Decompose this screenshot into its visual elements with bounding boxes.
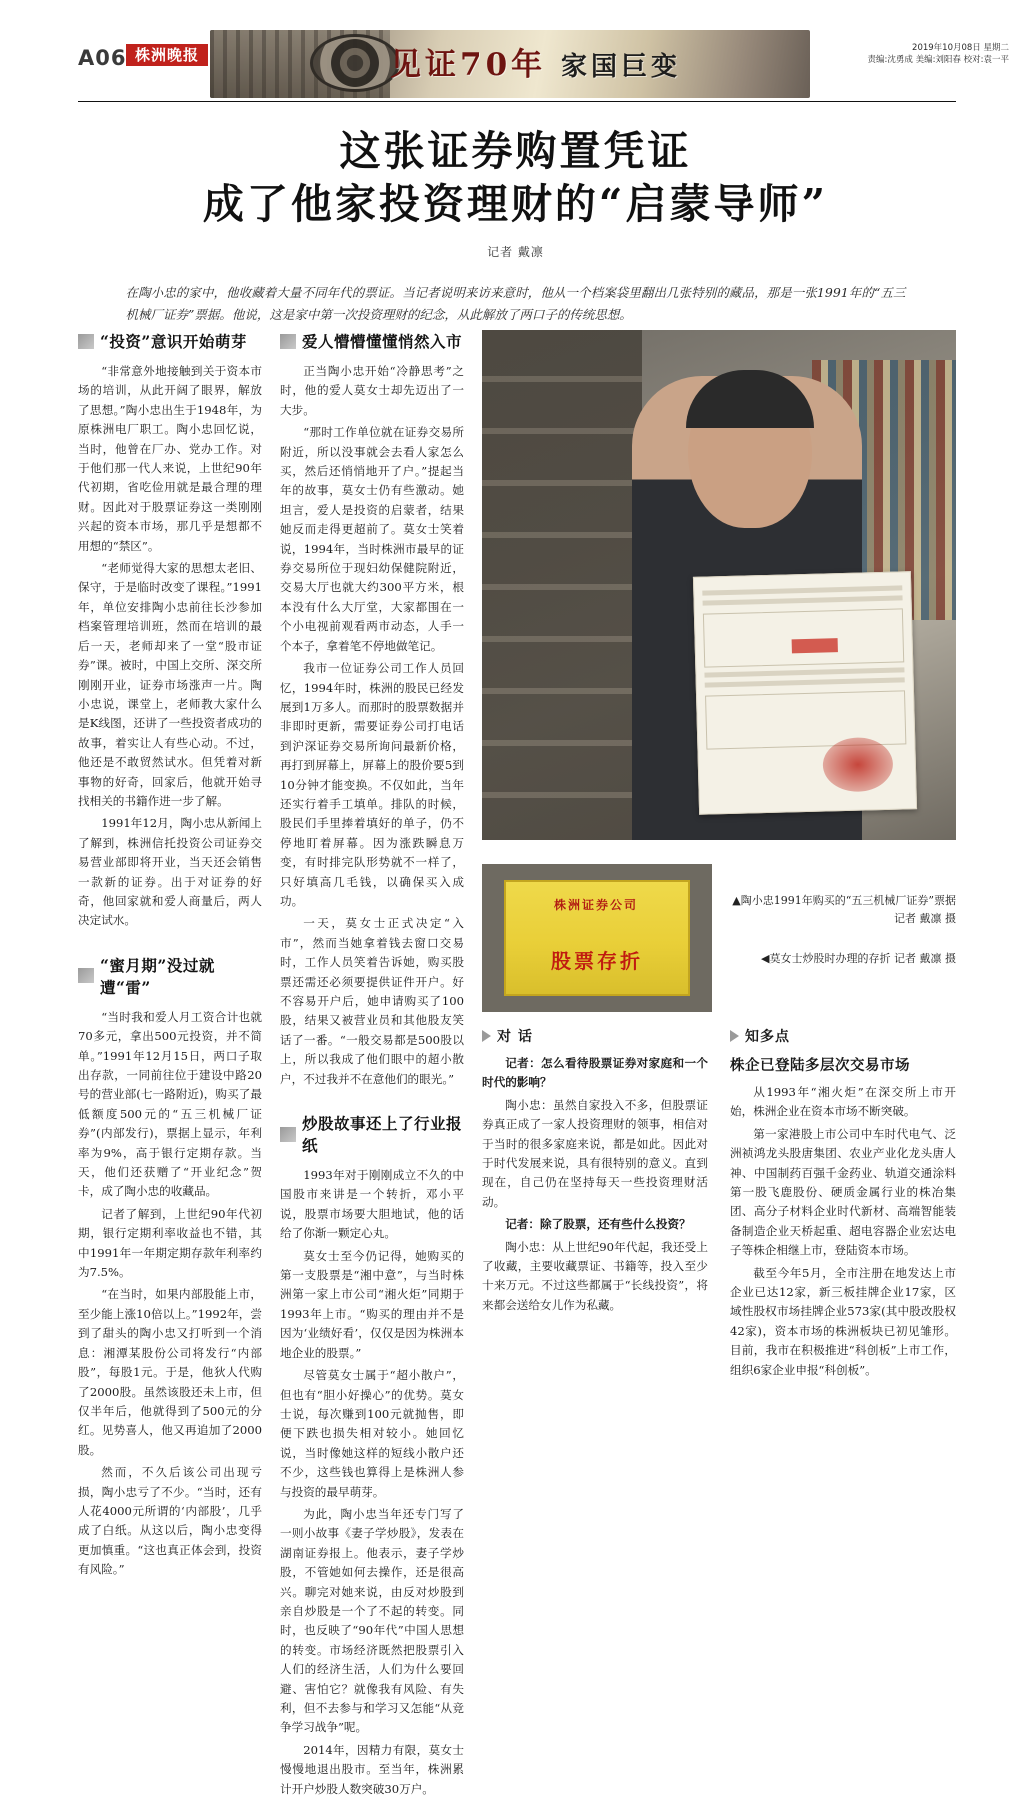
banner-title-sub: 家国巨变 xyxy=(560,52,681,82)
paragraph: “在当时，如果内部股能上市，至少能上涨10倍以上。”1992年，尝到了甜头的陶小忠又打听到一个消息：湘潭某股份公司将发行“内部股”，每股1元。于是，他狄人代购了2000股。虽然该股还未上市，但仅半年后，他就得到了500元的分红。见势喜人，他又再追加了2000股。 xyxy=(78,1287,262,1457)
paragraph: 从1993年“湘火炬”在深交所上市开始，株洲企业在资本市场不断突破。 xyxy=(730,1085,956,1119)
paragraph: 我市一位证券公司工作人员回忆，1994年时，株洲的股民已经发展到1万多人。而那时的股票数据并非即时更新，需要证券公司打电话到沪深证券交易所询问最新价格，再打到屏幕上，屏幕上的股价要5到10分钟才能变换。不仅如此，当年还实行着手工填单。排队的时候，股民们手里捧着填好的单子，仍不停地盯着屏幕。因为涨跌瞬息万变，有时排完队形势就不一样了，只好填高几毛钱，以确保买入成功。 xyxy=(280,661,464,908)
section-arrow-icon xyxy=(730,1030,739,1042)
byline: 记者 戴凛 xyxy=(487,245,544,259)
paragraph: “老师觉得大家的思想太老旧、保守，于是临时改变了课程。”1991年，单位安排陶小忠前往长沙参加档案管理培训班，然而在培训的最后一天，老师却来了一堂“股市证券”课。被时，中国上交所、深交所刚刚开业，证券市场涨声一片。陶小忠说，课堂上，老师教大家什么是K线图，还讲了一些投资者成功的故事，着实让人有些心动。不过，他还是不敢贸然试水。但凭着对新事物的好奇，回家后，他就开始寻找相关的书籍作进一步了解。 xyxy=(78,561,262,808)
paragraph: 第一家港股上市公司中车时代电气、泛洲祯鸿龙头股唐集团、农业产业化龙头唐人神、中国制药百强千金药业、轨道交通涂料第一股飞鹿股份、硬质金属行业的株冶集团、高分子材料企业时代新材、高端智能装备制造企业天桥起重、超电容器企业宏达电子等株企相继上市，登陆资本市场。 xyxy=(730,1126,956,1258)
section-marker-icon xyxy=(78,334,94,349)
dialogue-header xyxy=(482,1026,708,1046)
section-title-4: 炒股故事还上了行业报纸 xyxy=(302,1114,463,1156)
paragraph: 尽管莫女士属于“超小散户”，但也有“胆小好操心”的优势。莫女士说，每次赚到100元就抛售，即便下跌也损失相对较小。她回忆说，当时像她这样的短线小散户还不少，这些钱也算得上是株洲人参与投资的最早萌芽。 xyxy=(280,1368,464,1499)
dialogue-question: 记者：除了股票，还有些什么投资？ xyxy=(505,1217,691,1232)
passbook-company-name: 株洲证券公司 xyxy=(553,898,638,912)
dialogue-box xyxy=(482,1026,708,1383)
paragraph: “那时工作单位就在证券交易所附近，所以没事就会去看人家怎么买，然后还悄悄地开了户。”提起当年的故事，莫女士仍有些激动。她坦言，爱人是投资的启蒙者，结果她反而走得更超前了。莫女士笑着说，1994年，当时株洲市最早的证券交易所位于现妇幼保健院附近，交易大厅也就大约300平方米，根本没有什么大厅堂，大家都围在一个小电视前观看两市动态，人手一个本子，拿着笔不停地做笔记。 xyxy=(280,425,464,653)
section-header-2 xyxy=(78,954,262,998)
paragraph: 截至今年5月，全市注册在地发达上市企业已达12家，新三板挂牌企业17家，区域性股权市场挂牌企业573家(其中股改股权42家)，资本市场的株洲板块已初见雏形。目前，我市在积极推进“科创板”上市工作，组织6家企业申报“科创板”。 xyxy=(730,1265,956,1377)
section-marker-icon xyxy=(280,1127,296,1142)
section-arrow-icon xyxy=(482,1030,491,1042)
dialogue-question: 记者：怎么看待股票证券对家庭和一个时代的影响？ xyxy=(482,1056,708,1090)
photo-red-seal xyxy=(822,737,893,793)
masthead xyxy=(0,0,1031,105)
headline-line-1: 这张证券购置凭证 xyxy=(339,127,692,175)
paragraph: 莫女士至今仍记得，她购买的第一支股票是“湘中意”，与当时株洲第一家上市公司“湘火炬”同期于1993年上市。“购买的理由并不是因为‘业绩好看’，仅仅是因为株洲本地企业的股票。” xyxy=(280,1248,464,1360)
page-number: A06 xyxy=(78,46,127,70)
knowledge-box xyxy=(730,1026,956,1383)
film-reel-icon xyxy=(310,34,400,92)
section-header-1 xyxy=(78,330,262,352)
standfirst: 在陶小忠的家中，他收藏着大量不同年代的票证。当记者说明来访来意时，他从一个档案袋里翻出几张特别的藏品，那是一张1991年的“五三机械厂证券”票据。他说，这是家中第一次投资理财的纪念，从此解放了两口子的传统思想。 xyxy=(125,285,906,322)
caption-column xyxy=(724,852,956,1012)
knowledge-title: 知多点 xyxy=(745,1029,790,1045)
caption-passbook: ◀莫女士炒股时办理的存折 记者 戴凛 摄 xyxy=(761,952,956,965)
dialogue-answer: 陶小忠：从上世纪90年代起，我还受上了收藏，主要收藏票证、书籍等，投入至少十来万元。不过这些都属于“长线投资”，将来都会送给女儿作为私藏。 xyxy=(482,1239,708,1312)
paragraph: 2014年，因精力有限，莫女士慢慢地退出股市。至当年，株洲累计开户炒股人数突破30万户。 xyxy=(280,1742,464,1796)
paragraph: “当时我和爱人月工资合计也就70多元，拿出500元投资，并不简单。”1991年12月15日，两口子取出存款，一同前往位于建设中路20号的营业部(七一路附近)，购买了最低额度500元的“五三机械厂证券”(内部发行)，票据上显示，年利率为9%，高于银行定期存款。当天，他们还获赠了“开业纪念”贺卡，成了陶小忠的收藏品。 xyxy=(78,1009,262,1199)
section-title-1: “投资”意识开始萌芽 xyxy=(100,332,247,351)
paragraph: 1993年对于刚刚成立不久的中国股市来讲是一个转折，邓小平说，股票市场要大胆地试，他的话给了你渐一颗定心丸。 xyxy=(280,1168,464,1241)
newspaper-logo: 株洲晚报 xyxy=(126,44,208,66)
section-marker-icon xyxy=(78,968,94,983)
paragraph: 记者了解到，上世纪90年代初期，银行定期利率收益也不错，其中1991年一年期定期存款年利率约为7.5%。 xyxy=(78,1206,262,1280)
issue-date: 2019年10月08日 星期二 xyxy=(912,43,1009,53)
passbook-title: 股票存折 xyxy=(551,949,643,973)
masthead-meta xyxy=(868,42,1010,66)
headline-block xyxy=(0,125,1031,260)
section-marker-icon xyxy=(280,334,296,349)
section-header-4 xyxy=(280,1112,464,1156)
column-1 xyxy=(78,330,280,1802)
headline-line-2: 成了他家投资理财的“启蒙导师” xyxy=(202,180,829,228)
main-photo-man-holding-certificate xyxy=(482,330,956,840)
editors-credit: 责编:沈勇成 美编:刘阳春 校对:袁一平 xyxy=(867,55,1009,65)
header-divider xyxy=(78,101,956,102)
banner-title xyxy=(390,38,810,92)
paragraph: 然而，不久后该公司出现亏损，陶小忠亏了不少。“当时，还有人花4000元所谓的‘内部股’，几乎成了白纸。从这以后，陶小忠变得更加慎重。“这也真正体会到，投资有风险。” xyxy=(78,1465,262,1577)
secondary-photo-row xyxy=(482,852,956,1012)
caption-certificate: ▲陶小忠1991年购买的“五三机械厂证券”票据 记者 戴凛 摄 xyxy=(732,894,956,925)
paragraph: 为此，陶小忠当年还专门写了一则小故事《妻子学炒股》，发表在湖南证券报上。他表示，妻子学炒股，不管她如何去操作，还是很高兴。聊完对她来说，由反对炒股到亲自炒股是一个了不起的转变。同时，也反映了“90年代”中国人思想的转变。市场经济既然把股票引入人们的经济生活，人们为什么要回避、害怕它？就像我有风险、有失利，但不去参与和学习又怎能“从竞争学习战争”呢。 xyxy=(280,1506,464,1735)
banner-decoration xyxy=(210,30,810,98)
paragraph: 正当陶小忠开始“冷静思考”之时，他的爱人莫女士却先迈出了一大步。 xyxy=(280,364,464,417)
dialogue-answer: 陶小忠：虽然自家投入不多，但股票证券真正成了一家人投资理财的领事，相信对于当时的很多家庭来说，都是如此。因此对于时代发展来说，具有很特别的意义。直到现在，自己仍在坚持每天一些投资理财活动。 xyxy=(482,1097,708,1209)
paragraph: 一天，莫女士正式决定“入市”，然而当她拿着钱去窗口交易时，工作人员笑着告诉她，购买股票还需还必须要提供证件开户。好不容易开户后，她申请购买了100股，结果又被营业员和其他股友笑话了一番。“一般交易都是500股以上，所以我成了他们眼中的超小散户，不过我并不在意他们的眼光。” xyxy=(280,916,464,1086)
paragraph: “非常意外地接触到关于资本市场的培训，从此开阔了眼界，解放了思想。”陶小忠出生于1948年，为原株洲电厂职工。陶小忠回忆说，当时，他曾在厂办、党办工作。对于他们那一代人来说，上世纪90年代初期，省吃俭用就是最合理的理财。因此对于股票证券这一类刚刚兴起的资本市场，那几乎是想都不用想的“禁区”。 xyxy=(78,364,262,553)
bottom-boxes xyxy=(482,1026,956,1383)
section-header-3 xyxy=(280,330,464,352)
photo-securities-certificate xyxy=(693,571,917,815)
column-3 xyxy=(482,330,956,1802)
knowledge-header xyxy=(730,1026,956,1046)
knowledge-headline: 株企已登陆多层次交易市场 xyxy=(730,1057,910,1074)
banner-title-main: 见证70年 xyxy=(390,47,547,83)
paragraph: 1991年12月，陶小忠从新闻上了解到，株洲信托投资公司证券交易营业部即将开业，当天还会销售一款新的证券。出于对证券的好奇，他回家就和爱人商量后，两人决定试水。 xyxy=(78,816,262,928)
column-2 xyxy=(280,330,482,1802)
section-title-2: “蜜月期”没过就遭“雷” xyxy=(100,955,215,997)
dialogue-title: 对 话 xyxy=(497,1029,533,1045)
passbook-photo xyxy=(482,864,712,1012)
article-body xyxy=(78,330,956,1802)
photo-bookshelf xyxy=(482,330,642,840)
section-title-3: 爱人懵懵懂懂悄然入市 xyxy=(302,332,463,351)
